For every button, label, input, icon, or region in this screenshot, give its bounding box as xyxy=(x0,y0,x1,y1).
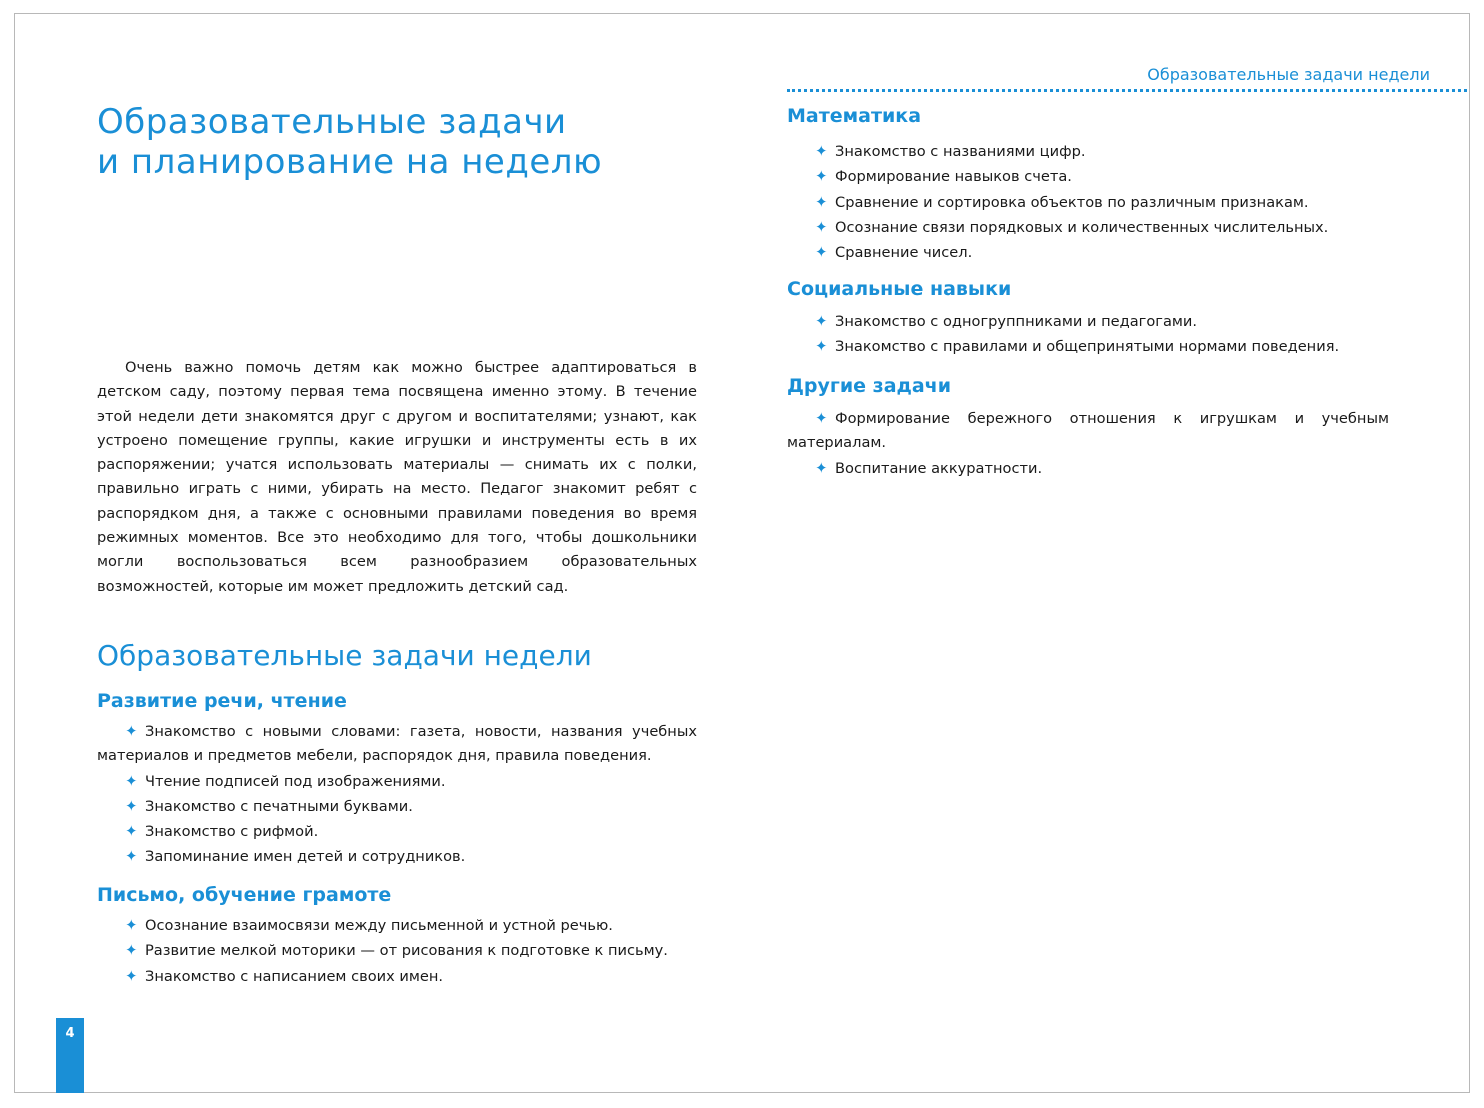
list-item xyxy=(97,964,697,989)
list-item-text: Знакомство с правилами и общепринятыми нормами поведения. xyxy=(835,338,1340,356)
list-item xyxy=(787,215,1389,240)
star-bullet-icon: ✦ xyxy=(815,458,828,477)
other-list xyxy=(787,406,1389,481)
page-title xyxy=(97,102,717,182)
star-bullet-icon: ✦ xyxy=(815,217,828,236)
star-bullet-icon: ✦ xyxy=(815,192,828,211)
list-item xyxy=(787,406,1389,456)
list-item xyxy=(787,164,1389,189)
page-number-tab xyxy=(56,1018,84,1093)
writing-heading: Письмо, обучение грамоте xyxy=(97,884,392,906)
list-item-text: Знакомство с печатными буквами. xyxy=(145,797,413,815)
star-bullet-icon: ✦ xyxy=(815,243,828,262)
list-item-text: Развитие мелкой моторики — от рисования к подготовке к письму. xyxy=(145,942,668,960)
star-bullet-icon: ✦ xyxy=(815,167,828,186)
star-bullet-icon: ✦ xyxy=(125,822,138,841)
list-item xyxy=(787,190,1389,215)
intro-paragraph: Очень важно помочь детям как можно быстрее адаптироваться в детском саду, поэтому первая тема посвящена именно этому. В течение этой недели дети знакомятся друг с другом и воспитателями; узнают, как устроено помещение группы, какие игрушки и инструменты есть в их распоряжении; учатся использовать материалы — снимать их с полки, правильно играть с ними, убирать на место. Педагог знакомит ребят с распорядком дня, а также с основными правилами поведения во время режимных моментов. Все это необходимо для того, чтобы дошкольники могли воспользоваться всем разнообразием образовательных возможностей, которые им может предложить детский сад. xyxy=(97,359,697,595)
list-item xyxy=(787,139,1389,164)
list-item xyxy=(787,334,1389,359)
speech-heading: Развитие речи, чтение xyxy=(97,690,347,712)
star-bullet-icon: ✦ xyxy=(125,771,138,790)
social-list xyxy=(787,309,1389,360)
star-bullet-icon: ✦ xyxy=(815,409,828,427)
list-item-text: Формирование навыков счета. xyxy=(835,168,1072,186)
star-bullet-icon: ✦ xyxy=(125,941,138,960)
page-number: 4 xyxy=(65,1026,75,1041)
list-item xyxy=(97,913,697,938)
list-item-text: Формирование бережного отношения к игрушкам и учебным материалам. xyxy=(787,410,1389,452)
writing-list xyxy=(97,913,697,989)
star-bullet-icon: ✦ xyxy=(125,916,138,934)
list-item xyxy=(787,240,1389,265)
list-item-text: Сравнение чисел. xyxy=(835,244,973,262)
list-item-text: Знакомство с названиями цифр. xyxy=(835,143,1086,160)
star-bullet-icon: ✦ xyxy=(815,312,828,330)
star-bullet-icon: ✦ xyxy=(815,337,828,356)
star-bullet-icon: ✦ xyxy=(125,966,138,985)
list-item xyxy=(787,309,1389,334)
star-bullet-icon: ✦ xyxy=(125,722,138,740)
star-bullet-icon: ✦ xyxy=(125,796,138,815)
list-item-text: Запоминание имен детей и сотрудников. xyxy=(145,848,466,866)
list-item xyxy=(97,844,697,869)
list-item-text: Знакомство с написанием своих имен. xyxy=(145,967,444,985)
section-title: Образовательные задачи недели xyxy=(97,639,592,672)
list-item-text: Знакомство с одногруппниками и педагогами. xyxy=(835,313,1198,330)
list-item-text: Знакомство с рифмой. xyxy=(145,823,319,841)
other-heading: Другие задачи xyxy=(787,375,952,397)
list-item-text: Осознание взаимосвязи между письменной и устной речью. xyxy=(145,917,613,934)
list-item-text: Воспитание аккуратности. xyxy=(835,459,1043,477)
list-item xyxy=(97,938,697,963)
star-bullet-icon: ✦ xyxy=(125,847,138,866)
running-head: Образовательные задачи недели xyxy=(1147,65,1430,84)
math-list xyxy=(787,139,1389,265)
page-title-line-2: и планирование на неделю xyxy=(97,142,603,182)
speech-list xyxy=(97,719,697,870)
list-item-text: Сравнение и сортировка объектов по различным признакам. xyxy=(835,193,1309,211)
list-item-text: Знакомство с новыми словами: газета, новости, названия учебных материалов и предметов мебели, распорядок дня, правила поведения. xyxy=(97,723,697,765)
list-item xyxy=(97,819,697,844)
list-item-text: Осознание связи порядковых и количественных числительных. xyxy=(835,218,1329,236)
math-heading: Математика xyxy=(787,105,922,127)
list-item xyxy=(97,769,697,794)
page-title-line-1: Образовательные задачи xyxy=(97,102,567,142)
list-item-text: Чтение подписей под изображениями. xyxy=(145,772,446,790)
list-item xyxy=(97,719,697,769)
star-bullet-icon: ✦ xyxy=(815,142,828,160)
dotted-rule xyxy=(787,89,1467,92)
list-item xyxy=(97,794,697,819)
list-item xyxy=(787,456,1389,481)
social-heading: Социальные навыки xyxy=(787,278,1012,300)
